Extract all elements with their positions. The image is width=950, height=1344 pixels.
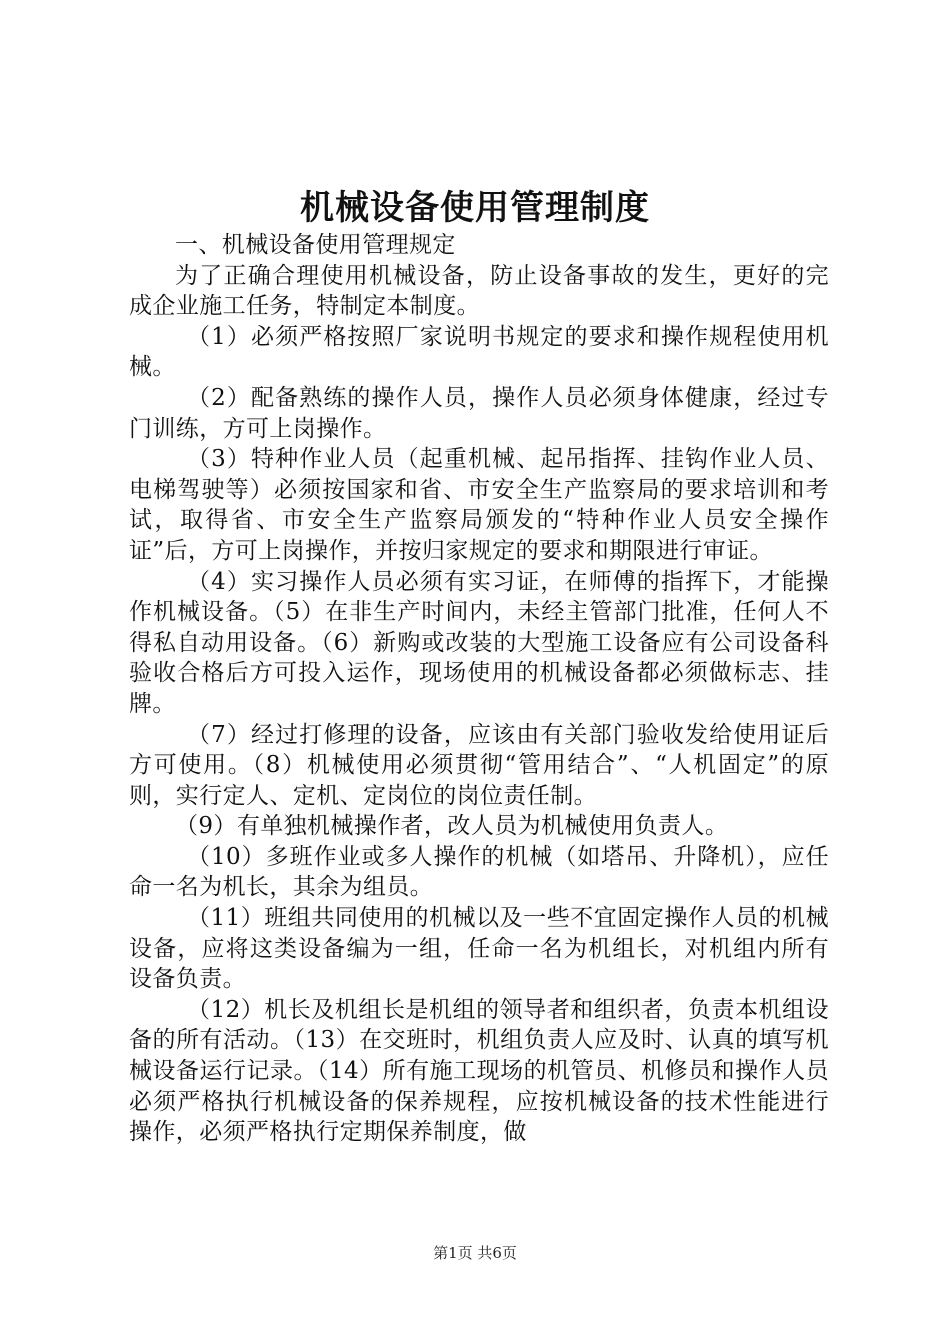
paragraph-item-11: （11）班组共同使用的机械以及一些不宜固定操作人员的机械设备，应将这类设备编为一组，任命一名为机组长，对机组内所有设备负责。 (129, 905, 829, 993)
paragraph-item-2: （2）配备熟练的操作人员，操作人员必须身体健康，经过专门训练，方可上岗操作。 (129, 384, 829, 442)
document-body (129, 230, 829, 1148)
paragraph-intro: 为了正确合理使用机械设备，防止设备事故的发生，更好的完成企业施工任务，特制定本制度。 (129, 262, 829, 320)
page-footer: 第1页 共6页 (433, 1244, 517, 1262)
paragraph-item-7-8: （7）经过打修理的设备，应该由有关部门验收发给使用证后方可使用。（8）机械使用必须贯彻“管用结合”、“人机固定”的原则，实行定人、定机、定岗位的岗位责任制。 (129, 721, 829, 809)
paragraph-item-10: （10）多班作业或多人操作的机械（如塔吊、升降机），应任命一名为机长，其余为组员。 (129, 843, 829, 901)
paragraph-item-4-6: （4）实习操作人员必须有实习证，在师傅的指挥下，才能操作机械设备。（5）在非生产时间内，未经主管部门批准，任何人不得私自动用设备。（6）新购或改装的大型施工设备应有公司设备科验收合格后方可投入运作，现场使用的机械设备都必须做标志、挂牌。 (129, 568, 829, 717)
paragraph-item-12-14: （12）机长及机组长是机组的领导者和组织者，负责本机组设备的所有活动。（13）在交班时，机组负责人应及时、认真的填写机械设备运行记录。（14）所有施工现场的机管员、机修员和操作人员必须严格执行机械设备的保养规程，应按机械设备的技术性能进行操作，必须严格执行定期保养制度，做 (129, 996, 829, 1146)
paragraph-item-9: （9）有单独机械操作者，改人员为机械使用负责人。 (175, 813, 729, 840)
section-heading: 一、机械设备使用管理规定 (175, 232, 456, 258)
document-title: 机械设备使用管理制度 (300, 188, 650, 228)
paragraph-item-3: （3）特种作业人员（起重机械、起吊指挥、挂钩作业人员、电梯驾驶等）必须按国家和省、市安全生产监察局的要求培训和考试，取得省、市安全生产监察局颁发的“特种作业人员安全操作证”后，方可上岗操作，并按归家规定的要求和期限进行审证。 (129, 446, 829, 564)
paragraph-item-1: （1）必须严格按照厂家说明书规定的要求和操作规程使用机械。 (129, 323, 829, 381)
